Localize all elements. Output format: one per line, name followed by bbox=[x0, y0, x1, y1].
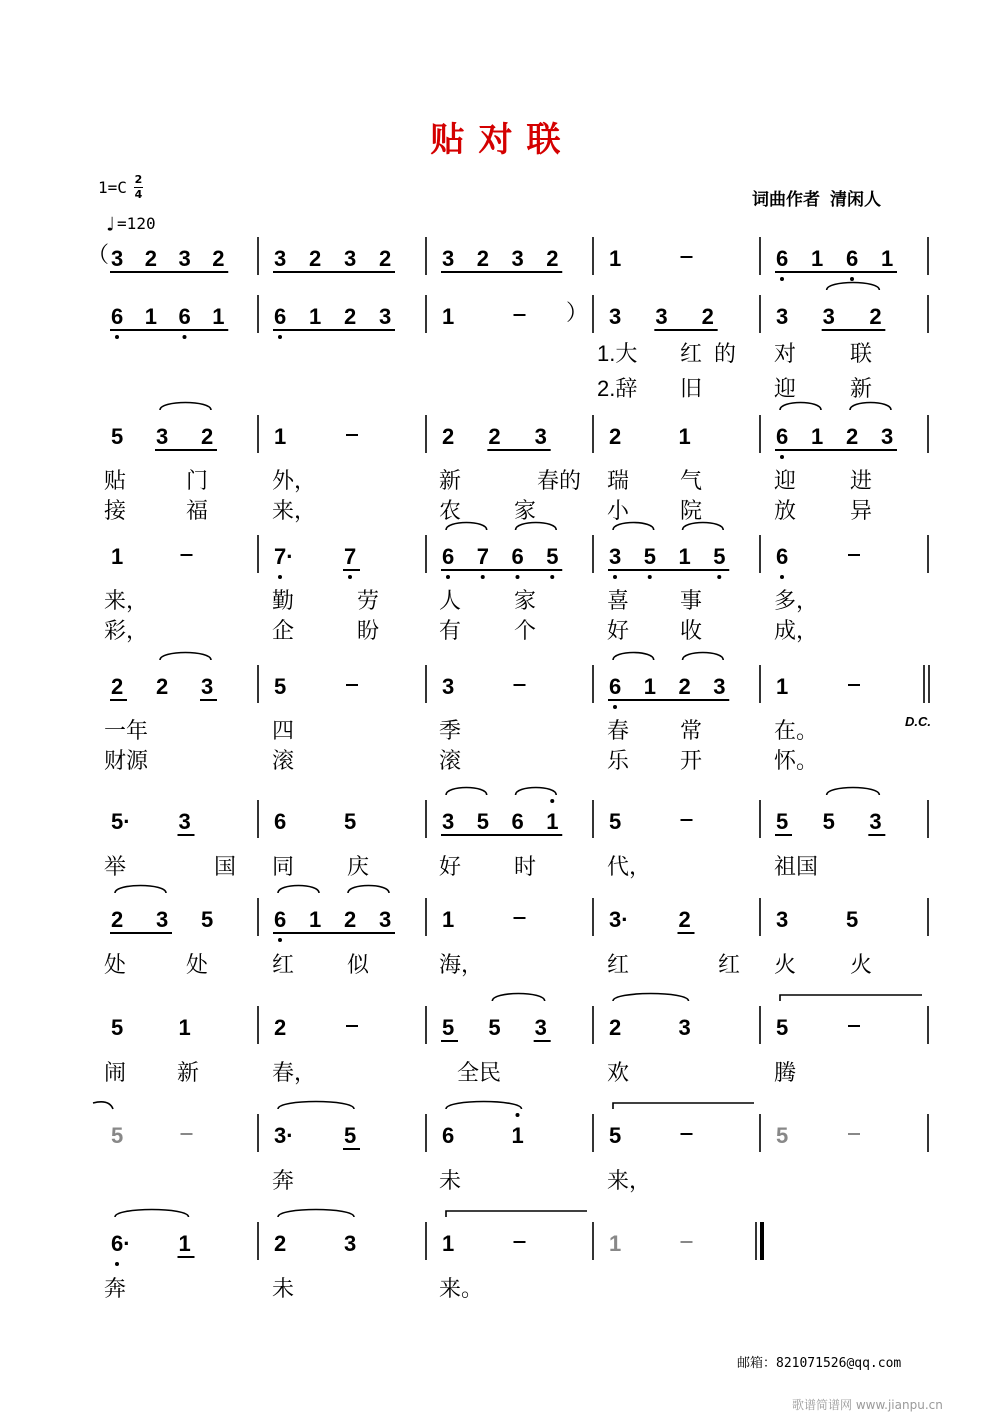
tie-arc bbox=[446, 1102, 522, 1110]
note-5: 5 bbox=[846, 907, 859, 932]
tie-arc bbox=[446, 788, 487, 796]
note-3-dotted: 3· bbox=[609, 907, 629, 932]
note-5: 5 bbox=[442, 1015, 455, 1040]
note-6: 6 bbox=[178, 304, 191, 329]
lyric-syllable: 庆 bbox=[347, 854, 370, 879]
low-octave-dot bbox=[613, 705, 617, 709]
note-3: 3 bbox=[511, 246, 524, 271]
note-3: 3 bbox=[869, 809, 882, 834]
tie-arc-continue bbox=[613, 1103, 754, 1109]
note-2: 2 bbox=[309, 246, 322, 271]
note-2: 2 bbox=[201, 424, 214, 449]
tie-arc bbox=[850, 403, 891, 411]
tie-arc bbox=[160, 653, 211, 661]
low-octave-dot bbox=[115, 1262, 119, 1266]
note-5: 5 bbox=[713, 544, 726, 569]
note-3: 3 bbox=[776, 304, 789, 329]
note-7-dotted: 7· bbox=[274, 544, 294, 569]
lyric-syllable: 家 bbox=[514, 588, 537, 613]
note-7: 7 bbox=[344, 544, 357, 569]
low-octave-dot bbox=[717, 575, 721, 579]
note-1: 1 bbox=[309, 907, 322, 932]
quarter-note-icon: ♩ bbox=[104, 212, 117, 236]
low-octave-dot bbox=[780, 455, 784, 459]
lyric-syllable: 农 bbox=[439, 498, 462, 523]
composer-label: 词曲作者 bbox=[752, 190, 820, 210]
lyric-syllable: 新 bbox=[439, 468, 462, 493]
low-octave-dot bbox=[115, 335, 119, 339]
note-3: 3 bbox=[379, 907, 392, 932]
lyric-syllable: 好 bbox=[439, 854, 462, 879]
note-3: 3 bbox=[156, 907, 169, 932]
composer-name: 清闲人 bbox=[830, 190, 881, 210]
tempo-value: =120 bbox=[117, 214, 156, 233]
lyric-syllable: 福 bbox=[186, 498, 209, 523]
lyric-syllable: 多， bbox=[774, 588, 819, 613]
note-5: 5 bbox=[111, 1015, 124, 1040]
note-5-dotted: 5· bbox=[111, 809, 131, 834]
composer-credit bbox=[752, 185, 881, 210]
lyric-syllable: 春， bbox=[272, 1060, 317, 1085]
lyric-syllable: 小 bbox=[607, 498, 630, 523]
note-1: 1 bbox=[776, 674, 789, 699]
tie-arc bbox=[492, 994, 544, 1002]
lyric-syllable: 季 bbox=[439, 718, 462, 743]
lyric-syllable: 常 bbox=[680, 718, 703, 743]
note-3: 3 bbox=[776, 907, 789, 932]
note-2: 2 bbox=[678, 674, 691, 699]
lyric-syllable: 新 bbox=[850, 376, 873, 401]
note-3: 3 bbox=[609, 304, 622, 329]
key-signature: 1=C bbox=[98, 178, 127, 197]
note-3: 3 bbox=[442, 674, 455, 699]
low-octave-dot bbox=[278, 938, 282, 942]
note-5: 5 bbox=[546, 544, 559, 569]
tie-arc bbox=[613, 994, 689, 1002]
lyric-syllable: 红 bbox=[272, 952, 295, 977]
note-3: 3 bbox=[178, 809, 191, 834]
lyric-syllable: 来， bbox=[607, 1168, 652, 1193]
time-signature bbox=[134, 174, 143, 201]
lyric-syllable: 迎 bbox=[774, 376, 797, 401]
note-2: 2 bbox=[846, 424, 859, 449]
tie-arc bbox=[780, 403, 821, 411]
lyric-syllable: 有 bbox=[439, 618, 462, 643]
note-3: 3 bbox=[713, 674, 726, 699]
low-octave-dot bbox=[481, 575, 485, 579]
note-2: 2 bbox=[442, 424, 455, 449]
note-6: 6 bbox=[609, 674, 622, 699]
lyric-syllable: 收 bbox=[680, 618, 703, 643]
note-3: 3 bbox=[655, 304, 668, 329]
note-2: 2 bbox=[476, 246, 489, 271]
note-1: 1 bbox=[144, 304, 157, 329]
note-2: 2 bbox=[144, 246, 157, 271]
tie-arc-continue bbox=[93, 1102, 113, 1109]
note-5: 5 bbox=[822, 809, 835, 834]
lyric-syllable: 企 bbox=[272, 618, 295, 643]
low-octave-dot bbox=[613, 575, 617, 579]
note-3: 3 bbox=[442, 809, 455, 834]
song-title: 贴对联 bbox=[430, 120, 575, 160]
note-6: 6 bbox=[511, 809, 524, 834]
low-octave-dot bbox=[648, 575, 652, 579]
note-1: 1 bbox=[609, 1231, 622, 1256]
lyric-syllable: 似 bbox=[347, 952, 370, 977]
note-2: 2 bbox=[212, 246, 225, 271]
lyric-syllable: 彩， bbox=[104, 618, 149, 643]
dc-marking: D.C. bbox=[905, 714, 931, 729]
note-3: 3 bbox=[201, 674, 214, 699]
note-2: 2 bbox=[546, 246, 559, 271]
note-3: 3 bbox=[609, 544, 622, 569]
lyric-syllable: 2.辞 bbox=[597, 376, 638, 401]
note-5: 5 bbox=[111, 1123, 124, 1148]
time-top: 2 bbox=[134, 173, 143, 186]
lyric-syllable: 海， bbox=[439, 952, 484, 977]
note-1: 1 bbox=[178, 1231, 191, 1256]
lyric-syllable: 处 bbox=[104, 952, 127, 977]
lyric-syllable: 1.大 bbox=[597, 341, 638, 366]
note-6: 6 bbox=[442, 544, 455, 569]
footer-email: 邮箱：821071526@qq.com bbox=[737, 1356, 902, 1371]
tie-arc bbox=[115, 886, 166, 894]
note-3: 3 bbox=[678, 1015, 691, 1040]
lyric-syllable: 对 bbox=[774, 341, 797, 366]
note-5: 5 bbox=[476, 809, 489, 834]
low-octave-dot bbox=[550, 575, 554, 579]
lyric-syllable: 国 bbox=[214, 854, 237, 879]
note-5: 5 bbox=[488, 1015, 501, 1040]
note-1: 1 bbox=[309, 304, 322, 329]
lyric-syllable: 处 bbox=[186, 952, 209, 977]
note-1: 1 bbox=[811, 246, 824, 271]
low-octave-dot bbox=[780, 277, 784, 281]
lyric-syllable: 红 bbox=[680, 341, 703, 366]
lyric-syllable: 腾 bbox=[774, 1060, 797, 1085]
tie-arc bbox=[827, 283, 880, 291]
tie-arc bbox=[278, 886, 319, 894]
lyric-syllable: 滚 bbox=[439, 748, 462, 773]
lyric-syllable: 未 bbox=[439, 1168, 462, 1193]
note-3: 3 bbox=[534, 1015, 547, 1040]
low-octave-dot bbox=[780, 575, 784, 579]
lyric-syllable: 勤 bbox=[272, 588, 295, 613]
lyric-syllable: 春的 bbox=[537, 468, 582, 493]
note-6: 6 bbox=[442, 1123, 455, 1148]
lyric-syllable: 新 bbox=[177, 1060, 200, 1085]
lyric-syllable: 事 bbox=[680, 588, 703, 613]
note-2: 2 bbox=[156, 674, 169, 699]
note-1: 1 bbox=[442, 907, 455, 932]
note-6: 6 bbox=[111, 304, 124, 329]
note-1: 1 bbox=[811, 424, 824, 449]
lyric-syllable: 举 bbox=[104, 854, 127, 879]
tie-arc bbox=[516, 788, 557, 796]
lyric-syllable: 进 bbox=[850, 468, 873, 493]
note-1: 1 bbox=[678, 544, 691, 569]
note-3: 3 bbox=[881, 424, 894, 449]
low-octave-dot bbox=[183, 335, 187, 339]
tie-arc bbox=[683, 653, 724, 661]
lyric-syllable: 怀。 bbox=[774, 748, 819, 773]
lyric-syllable: 放 bbox=[774, 498, 797, 523]
lyric-syllable: 火 bbox=[774, 952, 797, 977]
lyric-syllable: 接 bbox=[104, 498, 127, 523]
tie-arc bbox=[613, 653, 654, 661]
note-3: 3 bbox=[534, 424, 547, 449]
note-1: 1 bbox=[274, 424, 287, 449]
note-2: 2 bbox=[701, 304, 714, 329]
tie-arc bbox=[516, 523, 557, 531]
note-2: 2 bbox=[111, 907, 124, 932]
note-5: 5 bbox=[344, 809, 357, 834]
lyric-syllable: 闹 bbox=[104, 1060, 127, 1085]
tie-arc bbox=[827, 788, 880, 796]
lyric-syllable: 四 bbox=[272, 718, 295, 743]
note-2: 2 bbox=[344, 907, 357, 932]
lyric-syllable: 财源 bbox=[104, 748, 149, 773]
high-octave-dot bbox=[516, 1113, 520, 1117]
note-1: 1 bbox=[511, 1123, 524, 1148]
lyric-syllable: 成， bbox=[774, 618, 819, 643]
tie-arc bbox=[613, 523, 654, 531]
lyric-syllable: 未 bbox=[272, 1276, 295, 1301]
note-2: 2 bbox=[609, 424, 622, 449]
note-5: 5 bbox=[111, 424, 124, 449]
lyric-syllable: 气 bbox=[680, 468, 703, 493]
note-2: 2 bbox=[274, 1231, 287, 1256]
note-1: 1 bbox=[678, 424, 691, 449]
lyric-syllable: 春 bbox=[607, 718, 630, 743]
lyric-syllable: 来， bbox=[104, 588, 149, 613]
note-5: 5 bbox=[274, 674, 287, 699]
note-3: 3 bbox=[344, 246, 357, 271]
note-1: 1 bbox=[609, 246, 622, 271]
lyric-syllable: 喜 bbox=[607, 588, 630, 613]
tie-arc bbox=[278, 1102, 354, 1110]
tie-arc bbox=[278, 1210, 354, 1218]
lyric-syllable: 同 bbox=[272, 854, 295, 879]
bracket-close: ） bbox=[566, 300, 589, 325]
lyric-syllable: 家 bbox=[514, 498, 537, 523]
low-octave-dot bbox=[278, 575, 282, 579]
note-5: 5 bbox=[776, 1123, 789, 1148]
note-2: 2 bbox=[274, 1015, 287, 1040]
note-6: 6 bbox=[274, 809, 287, 834]
lyric-syllable: 迎 bbox=[774, 468, 797, 493]
lyric-syllable: 开 bbox=[680, 748, 703, 773]
note-6: 6 bbox=[846, 246, 859, 271]
note-2: 2 bbox=[379, 246, 392, 271]
low-octave-dot bbox=[516, 575, 520, 579]
lyric-syllable: 全民 bbox=[457, 1060, 502, 1085]
lyric-syllable: 在。 bbox=[774, 718, 819, 743]
note-2: 2 bbox=[678, 907, 691, 932]
lyric-syllable: 来， bbox=[272, 498, 317, 523]
lyric-syllable: 奔 bbox=[104, 1276, 127, 1301]
lyric-syllable: 的 bbox=[714, 341, 737, 366]
note-3: 3 bbox=[156, 424, 169, 449]
note-6: 6 bbox=[776, 246, 789, 271]
lyric-syllable: 红 bbox=[607, 952, 630, 977]
lyric-syllable: 时 bbox=[514, 854, 537, 879]
note-5: 5 bbox=[776, 1015, 789, 1040]
lyric-syllable: 来。 bbox=[439, 1276, 484, 1301]
note-1: 1 bbox=[442, 304, 455, 329]
note-3: 3 bbox=[442, 246, 455, 271]
lyric-syllable: 门 bbox=[186, 468, 209, 493]
low-octave-dot bbox=[348, 575, 352, 579]
tie-arc bbox=[348, 886, 389, 894]
note-5: 5 bbox=[201, 907, 214, 932]
note-3: 3 bbox=[822, 304, 835, 329]
note-2: 2 bbox=[344, 304, 357, 329]
note-1: 1 bbox=[212, 304, 225, 329]
note-6: 6 bbox=[776, 544, 789, 569]
lyric-syllable: 盼 bbox=[357, 618, 380, 643]
bracket-open: （ bbox=[87, 242, 110, 267]
lyric-syllable: 联 bbox=[850, 341, 873, 366]
note-6: 6 bbox=[776, 424, 789, 449]
note-6: 6 bbox=[274, 304, 287, 329]
lyric-syllable: 一年 bbox=[104, 718, 149, 743]
tie-arc bbox=[115, 1210, 189, 1218]
note-2: 2 bbox=[869, 304, 882, 329]
tie-arc bbox=[446, 523, 487, 531]
lyric-syllable: 滚 bbox=[272, 748, 295, 773]
note-6: 6 bbox=[274, 907, 287, 932]
lyric-syllable: 乐 bbox=[607, 748, 630, 773]
note-5: 5 bbox=[643, 544, 656, 569]
footer-watermark: 歌谱简谱网 www.jianpu.cn bbox=[792, 1398, 943, 1412]
note-3: 3 bbox=[178, 246, 191, 271]
high-octave-dot bbox=[550, 799, 554, 803]
note-5: 5 bbox=[776, 809, 789, 834]
lyric-syllable: 院 bbox=[680, 498, 703, 523]
note-2: 2 bbox=[609, 1015, 622, 1040]
note-1: 1 bbox=[881, 246, 894, 271]
lyric-syllable: 个 bbox=[514, 618, 537, 643]
lyric-syllable: 奔 bbox=[272, 1168, 295, 1193]
low-octave-dot bbox=[850, 277, 854, 281]
note-5: 5 bbox=[609, 1123, 622, 1148]
lyric-syllable: 贴 bbox=[104, 468, 127, 493]
tie-arc-continue bbox=[446, 1211, 587, 1217]
note-5: 5 bbox=[344, 1123, 357, 1148]
lyric-syllable: 人 bbox=[439, 588, 462, 613]
tie-arc-continue bbox=[780, 995, 922, 1001]
low-octave-dot bbox=[446, 575, 450, 579]
note-7: 7 bbox=[476, 544, 489, 569]
note-3: 3 bbox=[111, 246, 124, 271]
note-2: 2 bbox=[111, 674, 124, 699]
note-6: 6 bbox=[511, 544, 524, 569]
lyric-syllable: 外， bbox=[272, 468, 317, 493]
tie-arc bbox=[160, 403, 211, 411]
lyric-syllable: 代， bbox=[607, 854, 652, 879]
note-1: 1 bbox=[546, 809, 559, 834]
tie-arc bbox=[683, 523, 724, 531]
lyric-syllable: 欢 bbox=[607, 1060, 630, 1085]
lyric-syllable: 旧 bbox=[680, 376, 703, 401]
tempo-marking bbox=[104, 212, 156, 236]
lyric-syllable: 瑞 bbox=[607, 468, 630, 493]
low-octave-dot bbox=[278, 335, 282, 339]
lyric-syllable: 异 bbox=[850, 498, 873, 523]
note-3: 3 bbox=[379, 304, 392, 329]
note-1: 1 bbox=[643, 674, 656, 699]
lyric-syllable: 祖国 bbox=[774, 854, 819, 879]
lyric-syllable: 红 bbox=[718, 952, 741, 977]
note-1: 1 bbox=[111, 544, 124, 569]
note-5: 5 bbox=[609, 809, 622, 834]
note-2: 2 bbox=[488, 424, 501, 449]
time-bottom: 4 bbox=[134, 188, 143, 201]
lyric-syllable: 火 bbox=[850, 952, 873, 977]
lyric-syllable: 好 bbox=[607, 618, 630, 643]
note-3: 3 bbox=[344, 1231, 357, 1256]
note-6-dotted: 6· bbox=[111, 1231, 131, 1256]
note-3-dotted: 3· bbox=[274, 1123, 294, 1148]
lyric-syllable: 劳 bbox=[357, 588, 380, 613]
note-1: 1 bbox=[178, 1015, 191, 1040]
note-1: 1 bbox=[442, 1231, 455, 1256]
note-3: 3 bbox=[274, 246, 287, 271]
